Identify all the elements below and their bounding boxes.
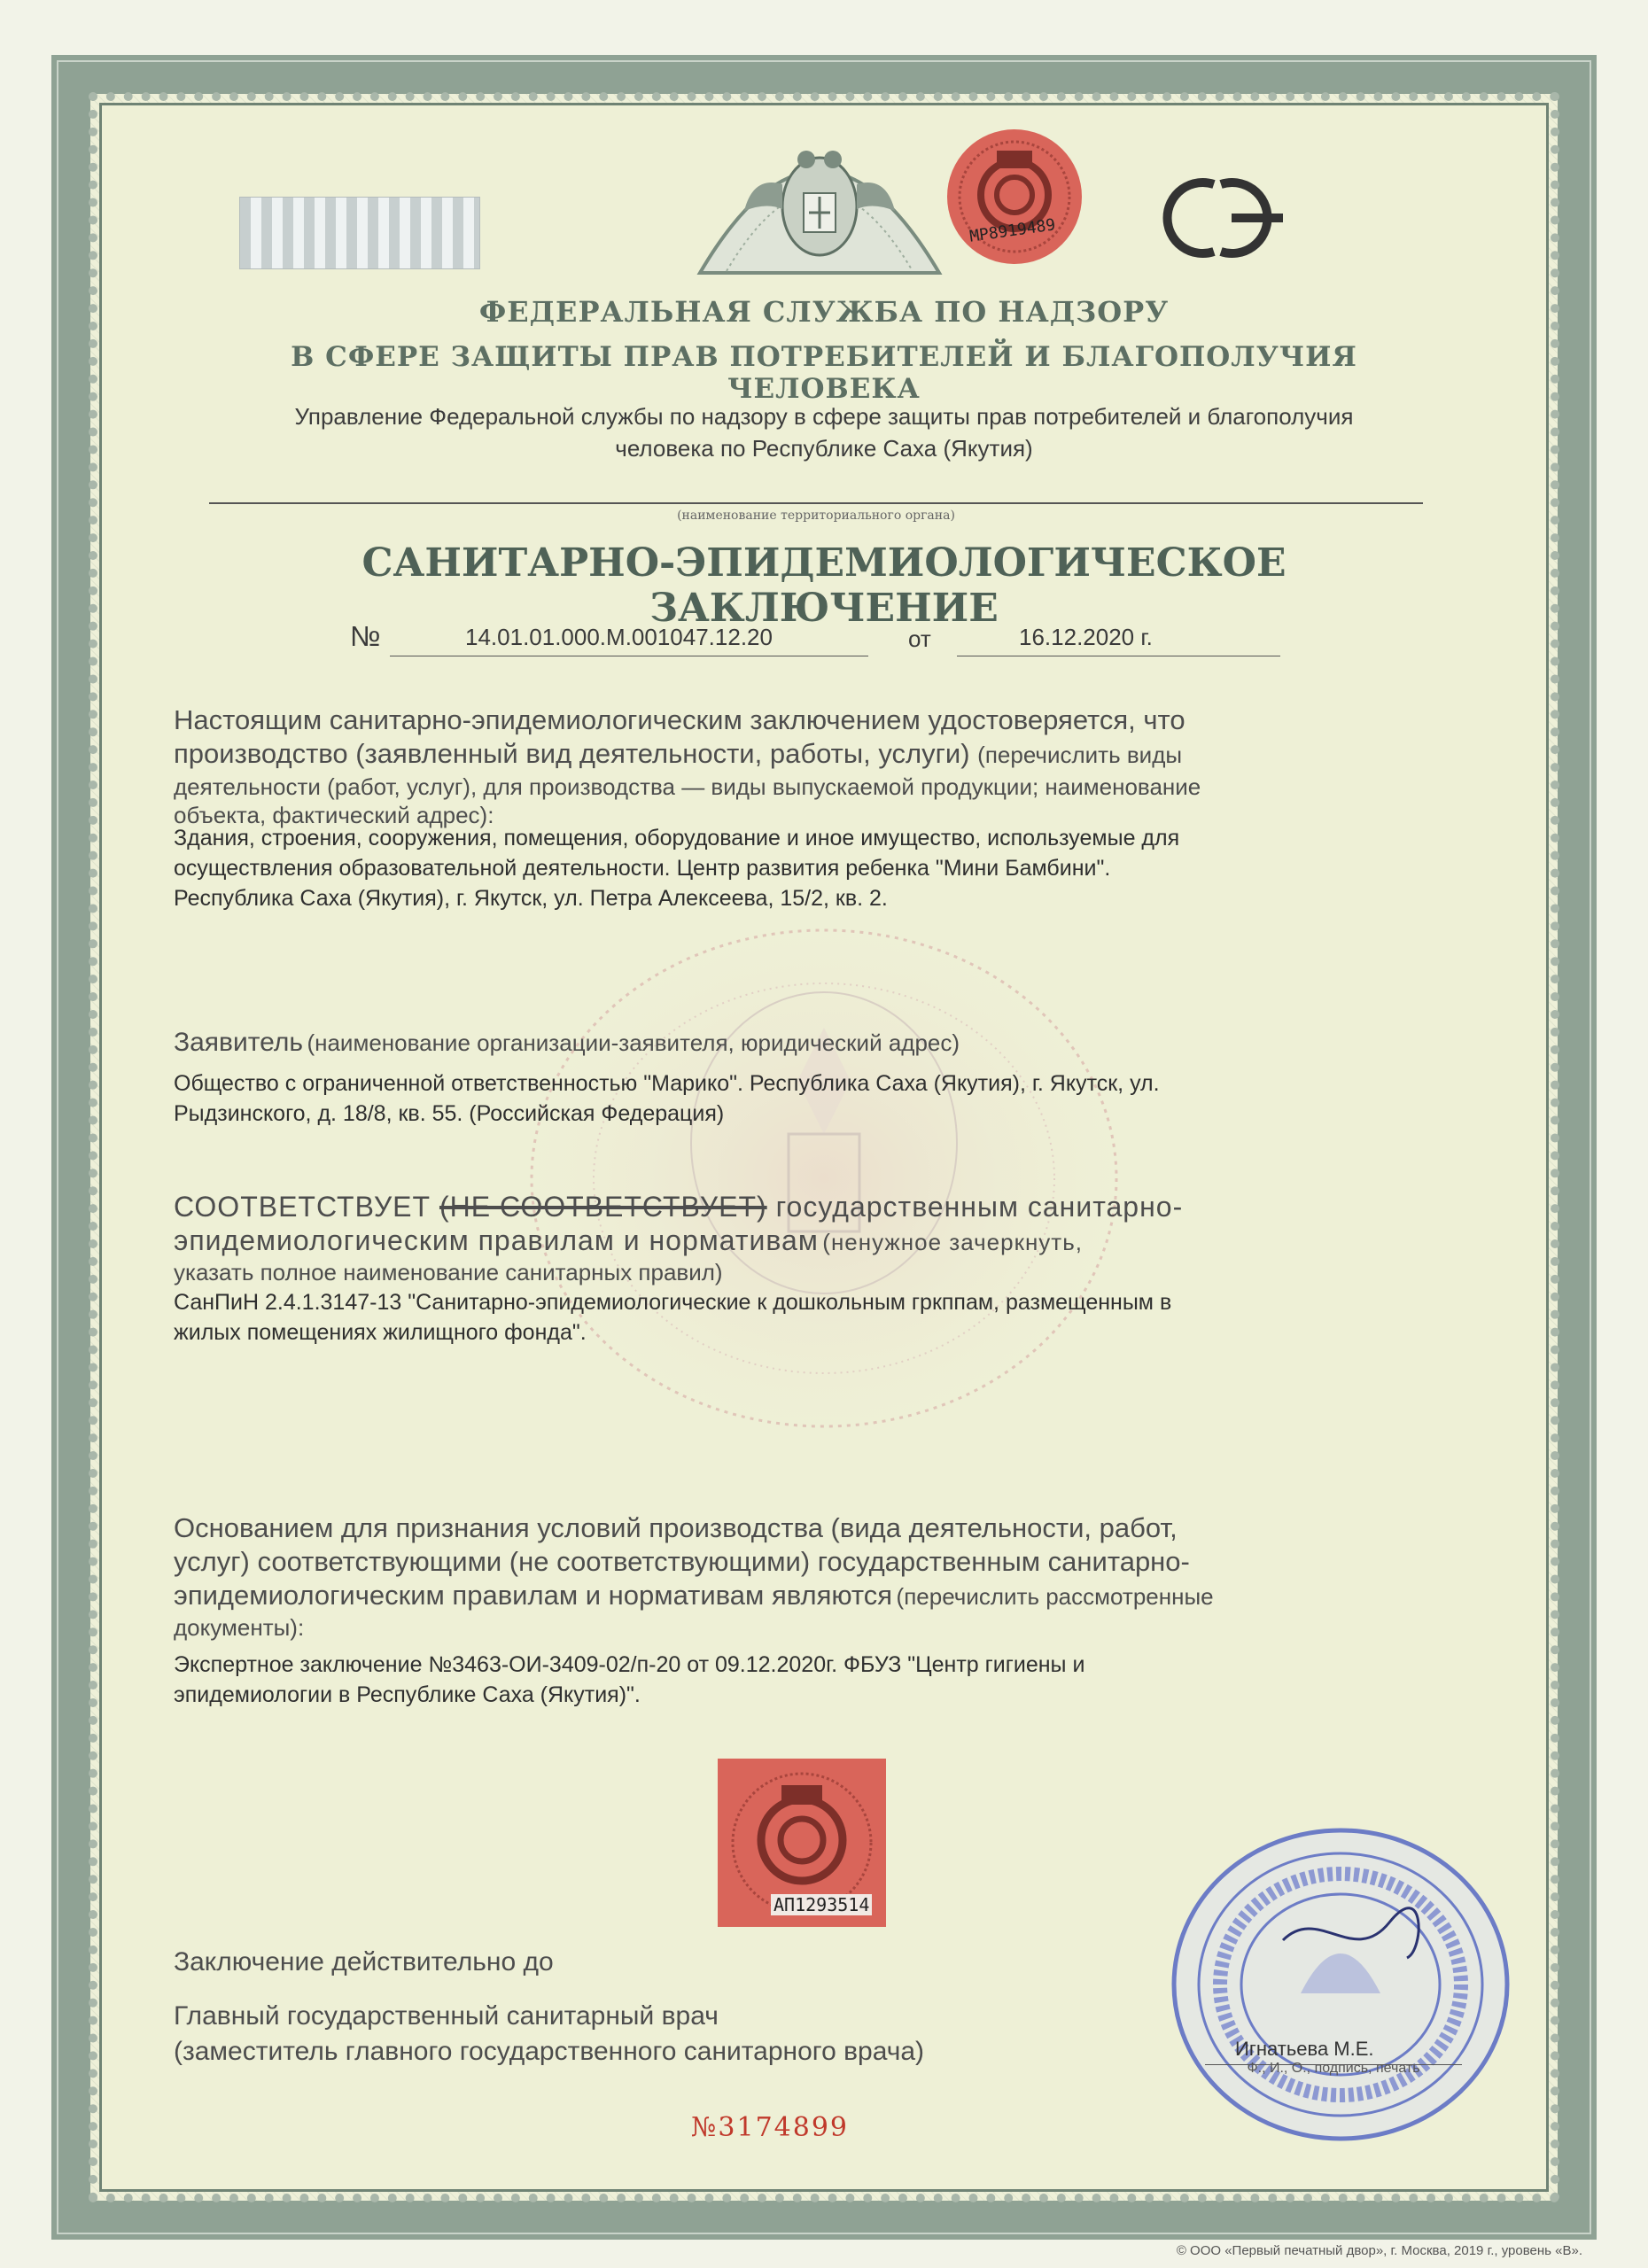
- eagle-emblem-icon: [691, 105, 948, 282]
- authority-line1: Управление Федеральной службы по надзору в сфере защиты прав потребителей и благополучия: [294, 403, 1354, 430]
- applicant-block: [174, 1026, 1458, 1129]
- background-rosette-emblem: [470, 877, 1178, 1480]
- compliance-rest-line1: государственным санитарно-: [775, 1191, 1184, 1223]
- basis-hint3: (перечислить рассмотренные: [896, 1583, 1214, 1610]
- basis-line3: эпидемиологическим правилам и нормативам являются: [174, 1580, 893, 1611]
- authority-caption: (наименование территориального органа): [677, 509, 955, 523]
- compliance-line2: эпидемиологическим правилам и нормативам: [174, 1224, 819, 1256]
- certifies-intro-line4: объекта, фактический адрес):: [174, 802, 494, 828]
- validity-label: Заключение действительно до: [174, 1947, 554, 1977]
- compliance-hint2: (ненужное зачеркнуть,: [822, 1229, 1083, 1255]
- complies-word: СООТВЕТСТВУЕТ: [174, 1191, 431, 1223]
- rules-line2: жилых помещениях жилищного фонда".: [174, 1320, 587, 1345]
- form-serial-number: №3174899: [691, 2112, 849, 2143]
- compliance-line1: [174, 1190, 1458, 1223]
- certification-mark-icon: [1152, 174, 1294, 262]
- certifies-block: [174, 703, 1458, 913]
- hologram-code-bottom: АП1293514: [771, 1894, 872, 1915]
- applicant-heading: [174, 1026, 1458, 1060]
- not-complies-word: (НЕ СООТВЕТСТВУЕТ): [439, 1191, 767, 1223]
- authority-underline: [209, 502, 1423, 504]
- certifies-intro-line2-wrap: [174, 737, 1458, 772]
- certifies-intro-line3: деятельности (работ, услуг), для производства — виды выпускаемой продукции; наименование: [174, 773, 1201, 800]
- authority-line2: человека по Республике Саха (Якутия): [615, 435, 1033, 462]
- hologram-seal-top: [944, 126, 1085, 268]
- compliance-block: [174, 1190, 1458, 1348]
- signatory-name: Игнатьева М.Е.: [1235, 2038, 1374, 2060]
- applicant-label: Заявитель: [174, 1028, 303, 1057]
- certifies-intro-line2: производство (заявленный вид деятельности, работы, услуги): [174, 738, 970, 769]
- compliance-hint3: указать полное наименование санитарных правил): [174, 1259, 723, 1285]
- object-line1: Здания, строения, сооружения, помещения, оборудование и иное имущество, используемые для: [174, 826, 1180, 850]
- signature-caption: Ф., И., О., подпись, печать: [1247, 2061, 1420, 2076]
- applicant-line2: Рыдзинского, д. 18/8, кв. 55. (Российская Федерация): [174, 1101, 725, 1126]
- official-stamp: [1168, 1825, 1513, 2144]
- signatory-title-line2: (заместитель главного государственного санитарного врача): [174, 2037, 925, 2066]
- certifies-intro-line1: Настоящим санитарно-эпидемиологическим заключением удостоверяется, что: [174, 704, 1185, 735]
- number-label: №: [350, 620, 381, 652]
- signatory-title-line1: Главный государственный санитарный врач: [174, 2001, 719, 2031]
- hologram-strip: [239, 197, 480, 269]
- agency-name-line2: В СФЕРЕ ЗАЩИТЫ ПРАВ ПОТРЕБИТЕЛЕЙ И БЛАГОПОЛУЧИЯ ЧЕЛОВЕКА: [291, 341, 1357, 405]
- basis-line1: Основанием для признания условий производства (вида деятельности, работ,: [174, 1512, 1178, 1543]
- object-line3: Республика Саха (Якутия), г. Якутск, ул. Петра Алексеева, 15/2, кв. 2.: [174, 886, 888, 911]
- agency-name-line1: ФЕДЕРАЛЬНАЯ СЛУЖБА ПО НАДЗОРУ: [478, 295, 1170, 329]
- basis-line3-wrap: [174, 1579, 1458, 1612]
- basis-hint4: документы):: [174, 1614, 305, 1641]
- basis-doc-line2: эпидемиологии в Республике Саха (Якутия)".: [174, 1682, 641, 1707]
- hologram-code-top: МР8919489: [968, 215, 1057, 246]
- compliance-line2-wrap: [174, 1223, 1458, 1257]
- document-title: САНИТАРНО-ЭПИДЕМИОЛОГИЧЕСКОЕ ЗАКЛЮЧЕНИЕ: [361, 540, 1287, 631]
- basis-line2: услуг) соответствующими (не соответствующими) государственным санитарно-: [174, 1546, 1190, 1577]
- basis-doc-line1: Экспертное заключение №3463-ОИ-3409-02/п-20 от 09.12.2020г. ФБУЗ "Центр гигиены и: [174, 1652, 1085, 1677]
- document-number: 14.01.01.000.М.001047.12.20: [465, 624, 773, 650]
- object-line2: осуществления образовательной деятельности. Центр развития ребенка "Мини Бамбини".: [174, 856, 1111, 881]
- certifies-intro-hint2: (перечислить виды: [977, 742, 1183, 768]
- signatory-title: [174, 1999, 924, 2070]
- printer-copyright: © ООО «Первый печатный двор», г. Москва, 2019 г., уровень «В».: [1176, 2243, 1582, 2258]
- document-date: 16.12.2020 г.: [1019, 624, 1153, 650]
- applicant-line1: Общество с ограниченной ответственностью "Марико". Республика Саха (Якутия), г. Якутск, ул.: [174, 1071, 1160, 1096]
- date-label: от: [908, 625, 931, 652]
- rules-line1: СанПиН 2.4.1.3147-13 "Санитарно-эпидемиологические к дошкольным гркппам, размещенным в: [174, 1290, 1172, 1315]
- applicant-hint: (наименование организации-заявителя, юридический адрес): [307, 1029, 960, 1056]
- territorial-authority: [159, 400, 1489, 464]
- basis-block: [174, 1511, 1458, 1710]
